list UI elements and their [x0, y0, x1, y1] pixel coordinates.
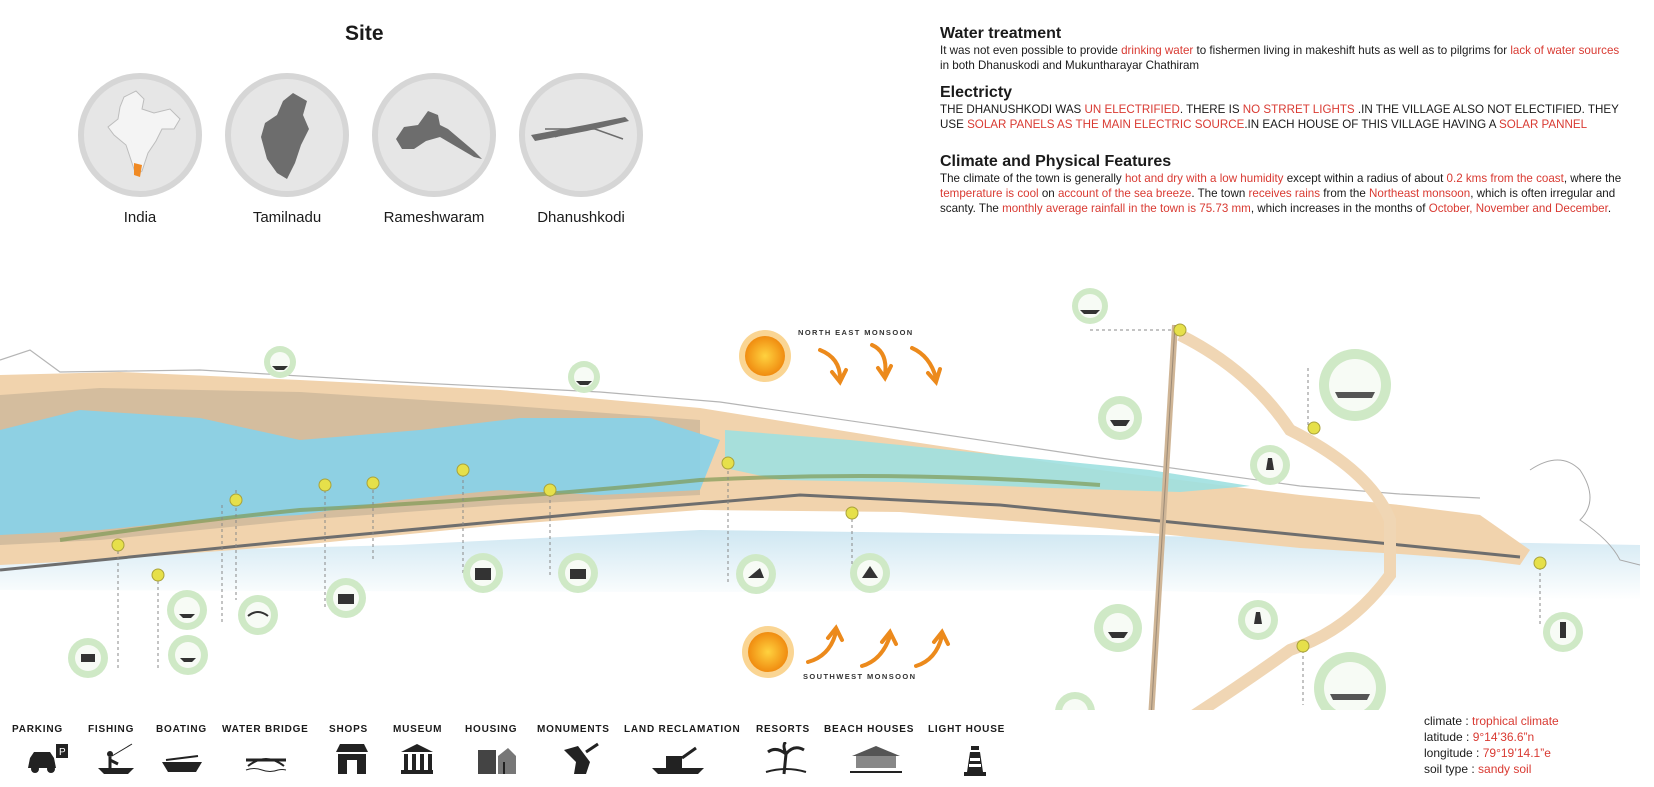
land-reclamation-icon — [650, 742, 706, 776]
legend-label-beach-houses: BEACH HOUSES — [824, 724, 915, 735]
location-rameshwaram — [372, 73, 496, 226]
housing-icon — [474, 742, 518, 776]
location-label: Tamilnadu — [252, 209, 322, 226]
climate-section — [940, 154, 1630, 216]
site-plan-map — [0, 280, 1654, 710]
electricity-text: THE DHANUSHKODI WAS UN ELECTRIFIED. THERE IS NO STRRET LIGHTS .IN THE VILLAGE ALSO NOT ELECTIFIED. THEY USE SOLAR PANELS AS THE MAIN ELECTRIC SOURCE.IN EACH HOUSE OF THIS VILLAGE HAVING A SOLAR PANNEL — [940, 103, 1619, 131]
water-treatment-section — [940, 26, 1630, 73]
electricity-heading: Electricty — [940, 84, 1013, 101]
svg-text:P: P — [59, 747, 66, 758]
northeast-wind-arrows — [820, 345, 940, 382]
location-tamilnadu — [225, 73, 349, 226]
legend-label-housing: HOUSING — [465, 724, 518, 735]
museum-icon — [399, 742, 435, 776]
location-label: Dhanushkodi — [537, 209, 625, 226]
parking-icon — [26, 742, 70, 776]
sun-icon-south — [742, 626, 794, 678]
climate-fact: climate : trophical climate — [1424, 714, 1559, 728]
legend-label-boating: BOATING — [156, 724, 207, 735]
southwest-wind-arrows — [808, 628, 948, 666]
climate-text: The climate of the town is generally hot and dry with a low humidity except within a radius of about 0.2 kms from the coast, where the temperature is cool on account of the sea breeze. The town receives rains from the Northeast monsoon, which is often irregular and scanty. The monthly average rainfall in the town is 75.73 mm, which increases in the months of October, November and December. — [940, 172, 1622, 215]
legend-label-parking: PARKING — [12, 724, 63, 735]
electricity-section — [940, 85, 1630, 132]
legend-label-light-house: LIGHT HOUSE — [928, 724, 1006, 735]
legend-label-museum: MUSEUM — [393, 724, 443, 735]
site-title: Site — [345, 22, 384, 45]
beach-houses-icon — [848, 742, 904, 776]
fishing-icon — [94, 742, 138, 776]
legend-label-land-reclamation: LAND RECLAMATION — [624, 724, 741, 735]
location-label: Rameshwaram — [383, 209, 485, 226]
resorts-icon — [764, 742, 808, 776]
india-map-icon — [78, 73, 202, 197]
water-treatment-text: It was not even possible to provide drinking water to fishermen living in makeshift huts as well as to pilgrims for lack of water sources in both Dhanuskodi and Mukuntharayar Chathiram — [940, 44, 1620, 72]
location-dhanushkodi — [519, 73, 643, 226]
northeast-monsoon-label: NORTH EAST MONSOON — [798, 328, 914, 337]
legend-label-resorts: RESORTS — [756, 724, 810, 735]
location-label: India — [123, 209, 157, 226]
legend-label-fishing: FISHING — [88, 724, 135, 735]
tamilnadu-map-icon — [225, 73, 349, 197]
location-india — [78, 73, 202, 226]
rameshwaram-map-icon — [372, 73, 496, 197]
light-house-icon — [960, 742, 990, 778]
latitude-fact: latitude : 9°14’36.6”n — [1424, 730, 1535, 744]
soil-type-fact: soil type : sandy soil — [1424, 762, 1532, 776]
sun-icon-north — [739, 330, 791, 382]
dhanushkodi-map-icon — [519, 73, 643, 197]
legend-label-monuments: MONUMENTS — [537, 724, 610, 735]
boating-icon — [160, 742, 204, 776]
southwest-monsoon-label: SOUTHWEST MONSOON — [803, 672, 917, 681]
climate-heading: Climate and Physical Features — [940, 153, 1172, 170]
water-bridge-icon — [244, 742, 288, 776]
water-treatment-heading: Water treatment — [940, 25, 1062, 42]
site-facts — [1424, 713, 1559, 777]
longitude-fact: longitude : 79°19’14.1”e — [1424, 746, 1551, 760]
monuments-icon — [560, 742, 600, 776]
legend-label-water-bridge: WATER BRIDGE — [222, 724, 309, 735]
shops-icon — [334, 742, 370, 776]
legend-label-shops: SHOPS — [329, 724, 369, 735]
